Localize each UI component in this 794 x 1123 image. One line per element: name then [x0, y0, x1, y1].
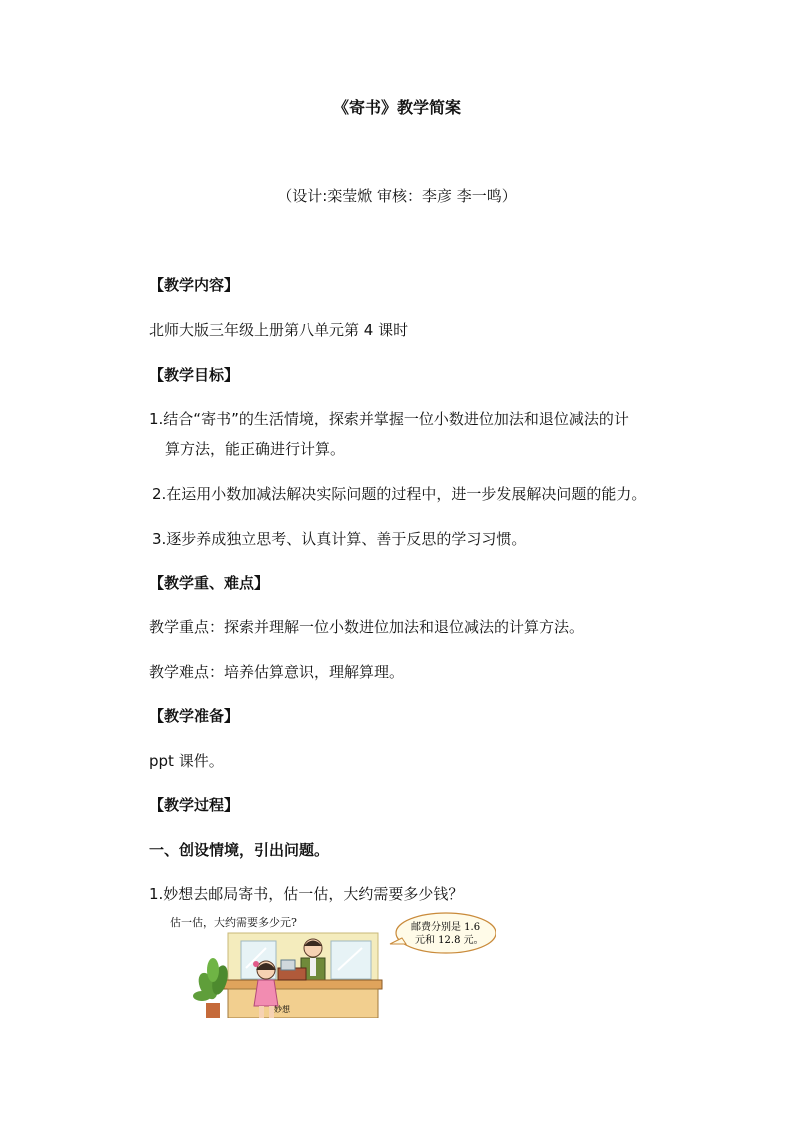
goal-2: 2.在运用小数加减法解决实际问题的过程中，进一步发展解决问题的能力。 [152, 485, 647, 503]
step-1-heading: 一、创设情境，引出问题。 [149, 841, 330, 859]
heading-content: 【教学内容】 [149, 276, 240, 294]
post-office-illustration [166, 908, 496, 1018]
step-1-item-1: 1.妙想去邮局寄书，估一估，大约需要多少钱？ [149, 885, 464, 903]
post-office-scene [166, 908, 496, 1018]
bubble-line-1: 邮费分别是 1.6 [411, 922, 481, 933]
counter-top [224, 980, 382, 989]
key-difficulty: 教学难点：培养估算意识，理解算理。 [149, 663, 405, 681]
heading-preparation: 【教学准备】 [149, 707, 240, 725]
bubble-line-2: 元和 12.8 元。 [415, 935, 484, 946]
illustration-prompt: 估一估，大约需要多少元? [170, 916, 297, 929]
speech-bubble [390, 913, 496, 953]
counter-front [228, 989, 378, 1018]
document-credits: （设计:栾莹焮 审核：李彦 李一鸣） [277, 187, 517, 205]
content-text: 北师大版三年级上册第八单元第 4 课时 [149, 321, 409, 339]
heading-goals: 【教学目标】 [149, 366, 240, 384]
document-title: 《寄书》教学简案 [332, 98, 461, 117]
prep-text: ppt 课件。 [149, 752, 224, 770]
girl-name-label: 妙想 [274, 1005, 290, 1014]
goal-3: 3.逐步养成独立思考、认真计算、善于反思的学习习惯。 [152, 530, 527, 548]
goal-1-line-2: 算方法，能正确进行计算。 [165, 440, 346, 458]
goal-1-line-1: 1.结合“寄书”的生活情境，探索并掌握一位小数进位加法和退位减法的计 [149, 410, 629, 428]
key-focus: 教学重点：探索并理解一位小数进位加法和退位减法的计算方法。 [149, 618, 585, 636]
heading-keypoints: 【教学重、难点】 [149, 574, 270, 592]
heading-process: 【教学过程】 [149, 796, 240, 814]
